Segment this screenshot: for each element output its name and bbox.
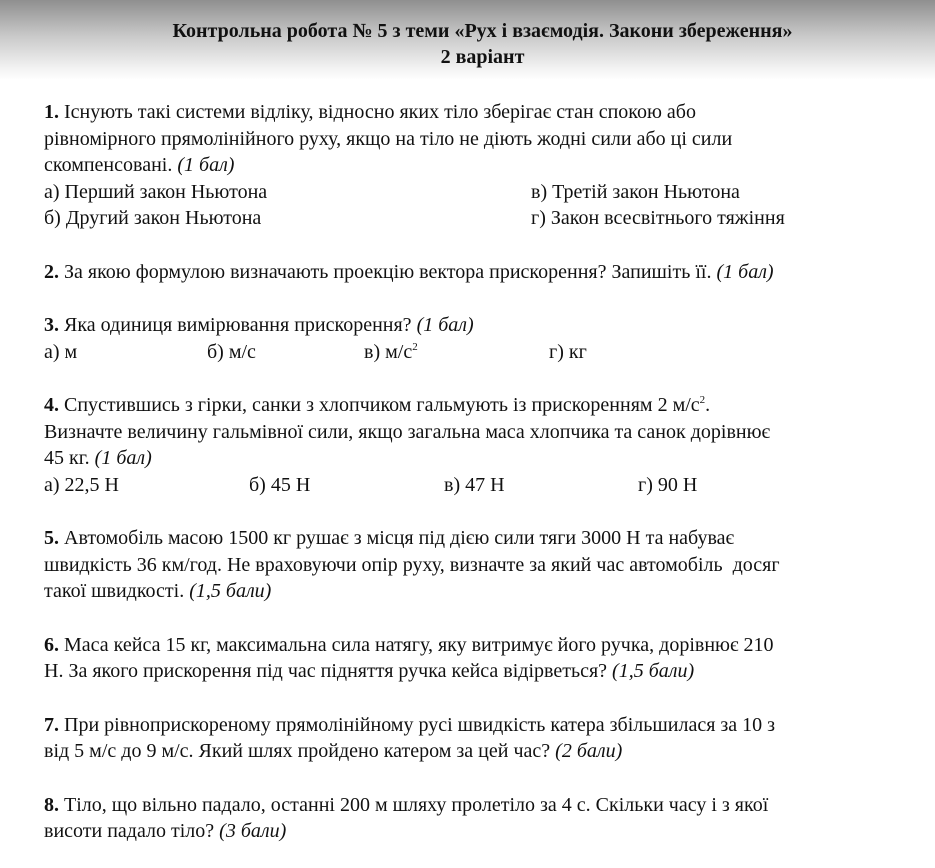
questions-list [44,99,924,845]
question-6 [44,632,924,685]
exponent: 2 [412,340,418,353]
answer-option: а) 22,5 Н [44,473,119,496]
question-text: Визначте величину гальмівної сили, якщо загальна маса хлопчика та санок дорівнює [44,420,771,443]
question-text: Яка одиниця вимірювання прискорення? [64,314,412,336]
points-label: (1 бал) [94,447,152,469]
question-number: 3. [44,314,59,336]
answer-option: г) 90 Н [638,473,698,496]
answer-option: в) 47 Н [444,473,505,496]
exponent: 2 [699,394,706,406]
answer-option-with-exponent: в) $м/с^2$ [364,340,418,363]
question-number: 4. [44,394,59,416]
answer-option: г) кг [549,340,587,363]
question-text: 45 кг. [44,447,90,469]
question-text: За якою формулою визначають проекцію вектора прискорення? Запишіть її. [64,260,712,283]
points-label: (1,5 бали) [189,580,272,602]
question-number: 6. [44,633,59,656]
question-2 [44,259,924,286]
question-8 [44,792,924,845]
answer-option: в) Третій закон Ньютона [531,180,740,203]
question-3 [44,312,924,365]
points-label: (1 бал) [177,154,235,176]
points-label: (1 бал) [716,260,774,283]
question-number: 5. [44,527,59,549]
question-text: Тіло, що вільно падало, останні 200 м шляху пролетіло за 4 с. Скільки часу і з якої [64,793,769,816]
answer-option: а) м [44,340,78,363]
variant-label: 2 варіант [440,46,525,68]
question-text: скомпенсовані. [44,154,173,176]
options-row [44,339,924,366]
options-row [44,472,924,499]
document-header [0,18,935,70]
question-number: 1. [44,101,59,123]
points-label: (1 бал) [416,314,474,336]
question-7 [44,712,924,765]
question-text: від 5 м/с до 9 м/с. Який шлях пройдено катером за цей час? [44,740,551,762]
answer-option: б) м/с [207,340,256,363]
question-text: При рівноприскореному прямолінійному русі швидкість катера збільшилася за 10 з [64,713,776,736]
question-text: Автомобіль масою 1500 кг рушає з місця під дією сили тяги 3000 Н та набуває [64,527,735,549]
options-row [44,179,924,206]
points-label: (1,5 бали) [612,660,695,682]
question-number: 2. [44,260,59,283]
question-5 [44,525,924,605]
answer-option: б) Другий закон Ньютона [44,207,262,229]
question-text: рівномірного прямолінійного руху, якщо на тіло не діють жодні сили або ці сили [44,127,733,150]
answer-option: б) 45 Н [249,473,311,496]
question-text: висоти падало тіло? [44,820,215,842]
points-label: (3 бали) [219,820,287,842]
question-number: 7. [44,713,59,736]
points-label: (2 бали) [555,740,623,762]
question-text: Спустившись з гірки, санки з хлопчиком гальмують із прискоренням 2 м/с [64,394,700,416]
question-number: 8. [44,793,59,816]
question-text: такої швидкості. [44,580,185,602]
options-row [44,205,924,232]
question-text: швидкість 36 км/год. Не враховуючи опір руху, визначте за який час автомобіль досяг [44,553,780,576]
answer-option: а) Перший закон Ньютона [44,180,268,203]
question-text: Існують такі системи відліку, відносно яких тіло зберігає стан спокою або [64,101,696,123]
test-title: Контрольна робота № 5 з теми «Рух і взаємодія. Закони збереження» [172,20,793,42]
question-text: Маса кейса 15 кг, максимальна сила натягу, яку витримує його ручка, дорівнює 210 [64,633,774,656]
answer-option: г) Закон всесвітнього тяжіння [531,207,785,229]
question-1 [44,99,924,232]
question-text: Н. За якого прискорення під час підняття ручка кейса відірветься? [44,660,608,682]
question-4: 4. Спустившись з гірки, санки з хлопчиком гальмують із прискоренням 2 $м/с^2$. Визначте величину гальмівної сили, якщо загальна маса хлопчика та санок дорівнює 45 кг. (1 бал) а) 22,5 Н б) 45 Н в) 47 Н г) 90 Н [44,392,924,498]
